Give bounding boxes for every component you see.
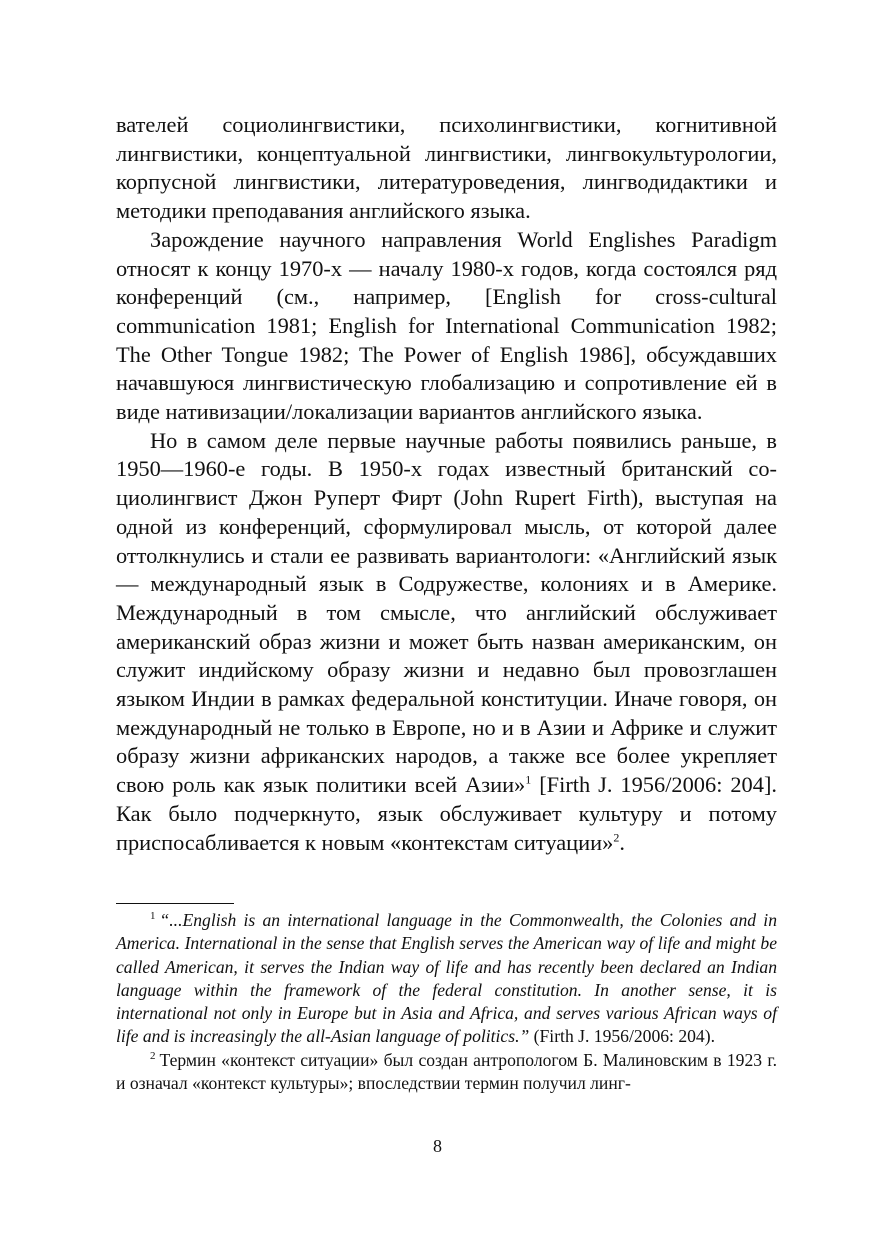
footnote-2: [116, 1049, 777, 1096]
footnote-1-number: 1: [150, 910, 156, 923]
footnote-divider: [116, 903, 234, 904]
footnote-2-text: Термин «контекст ситуации» был создан антропологом Б. Малиновским в 1923 г. и означал «контекст культуры»; впоследствии термин получил линг-: [116, 1049, 777, 1094]
footnote-ref-2[interactable]: 2: [613, 830, 620, 845]
paragraph-1: вателей социолингвистики, психолингвистики, когнитивной лингвистики, концептуальной лингвистики, лингвокультурологии, корпусной лингвистики, литературоведения, лингводидактики и методики преподавания английского языка.: [116, 112, 777, 224]
paragraph-3-text-continued: [Firth J. 1956/2006: 204]. Как было подчеркнуто, язык обслуживает культуру и потому приспосабливается к новым «контекстам ситуации»: [116, 772, 777, 855]
footnotes: [116, 909, 777, 1095]
footnote-2-number: 2: [150, 1049, 156, 1062]
paragraph-3-text: Но в самом деле первые научные работы появились раньше, в 1950—1960-е годы. В 1950-х годах известный британский социолингвист Джон Руперт Фирт (John Rupert Firth), выступая на одной из конференций, сформулировал мысль, от которой далее оттолкнулись и стали ее развивать вариантологи: «Английский язык — международный язык в Содружестве, колониях и в Америке. Международный в том смысле, что английский обслуживает американский образ жизни и может быть назван американским, он служит индийскому образу жизни и недавно был провозглашен языком Индии в рамках федеральной конституции. Иначе говоря, он международный не только в Европе, но и в Азии и Африке и служит образу жизни африканских народов, а также все более укрепляет свою роль как язык политики всей Азии»: [116, 427, 777, 798]
footnote-1: [116, 909, 777, 1049]
paragraph-2: Зарождение научного направления World Englishes Paradigm относят к концу 1970-х — началу 1980-х годов, когда состоялся ряд конференций (см., например, [English for cross-cultural communication 1981; English for International Communication 1982; The Other Tongue 1982; The Power of English 1986], обсуждавших начавшуюся лингвистическую глобализацию и сопротивление ей в виде нативизации/локализации вариантов английского языка.: [116, 226, 777, 425]
footnote-ref-1[interactable]: 1: [525, 772, 532, 787]
footnote-1-quote: “...English is an international language in the Commonwealth, the Colonies and in America. International in the sense that English serves the American way of life and might be called American, it serves the Indian way of life and has recently been declared an Indian language within the framework of the federal constitution. In another sense, it is international not only in Europe but in Asia and Africa, and serves various African ways of life and is increasingly the all-Asian language of politics.”: [116, 910, 777, 1047]
paragraph-3-end: .: [619, 829, 625, 855]
main-text: [116, 111, 777, 857]
footnote-1-citation: (Firth J. 1956/2006: 204).: [529, 1026, 715, 1047]
paragraph-3: [116, 427, 777, 858]
page-number: 8: [433, 1136, 442, 1156]
